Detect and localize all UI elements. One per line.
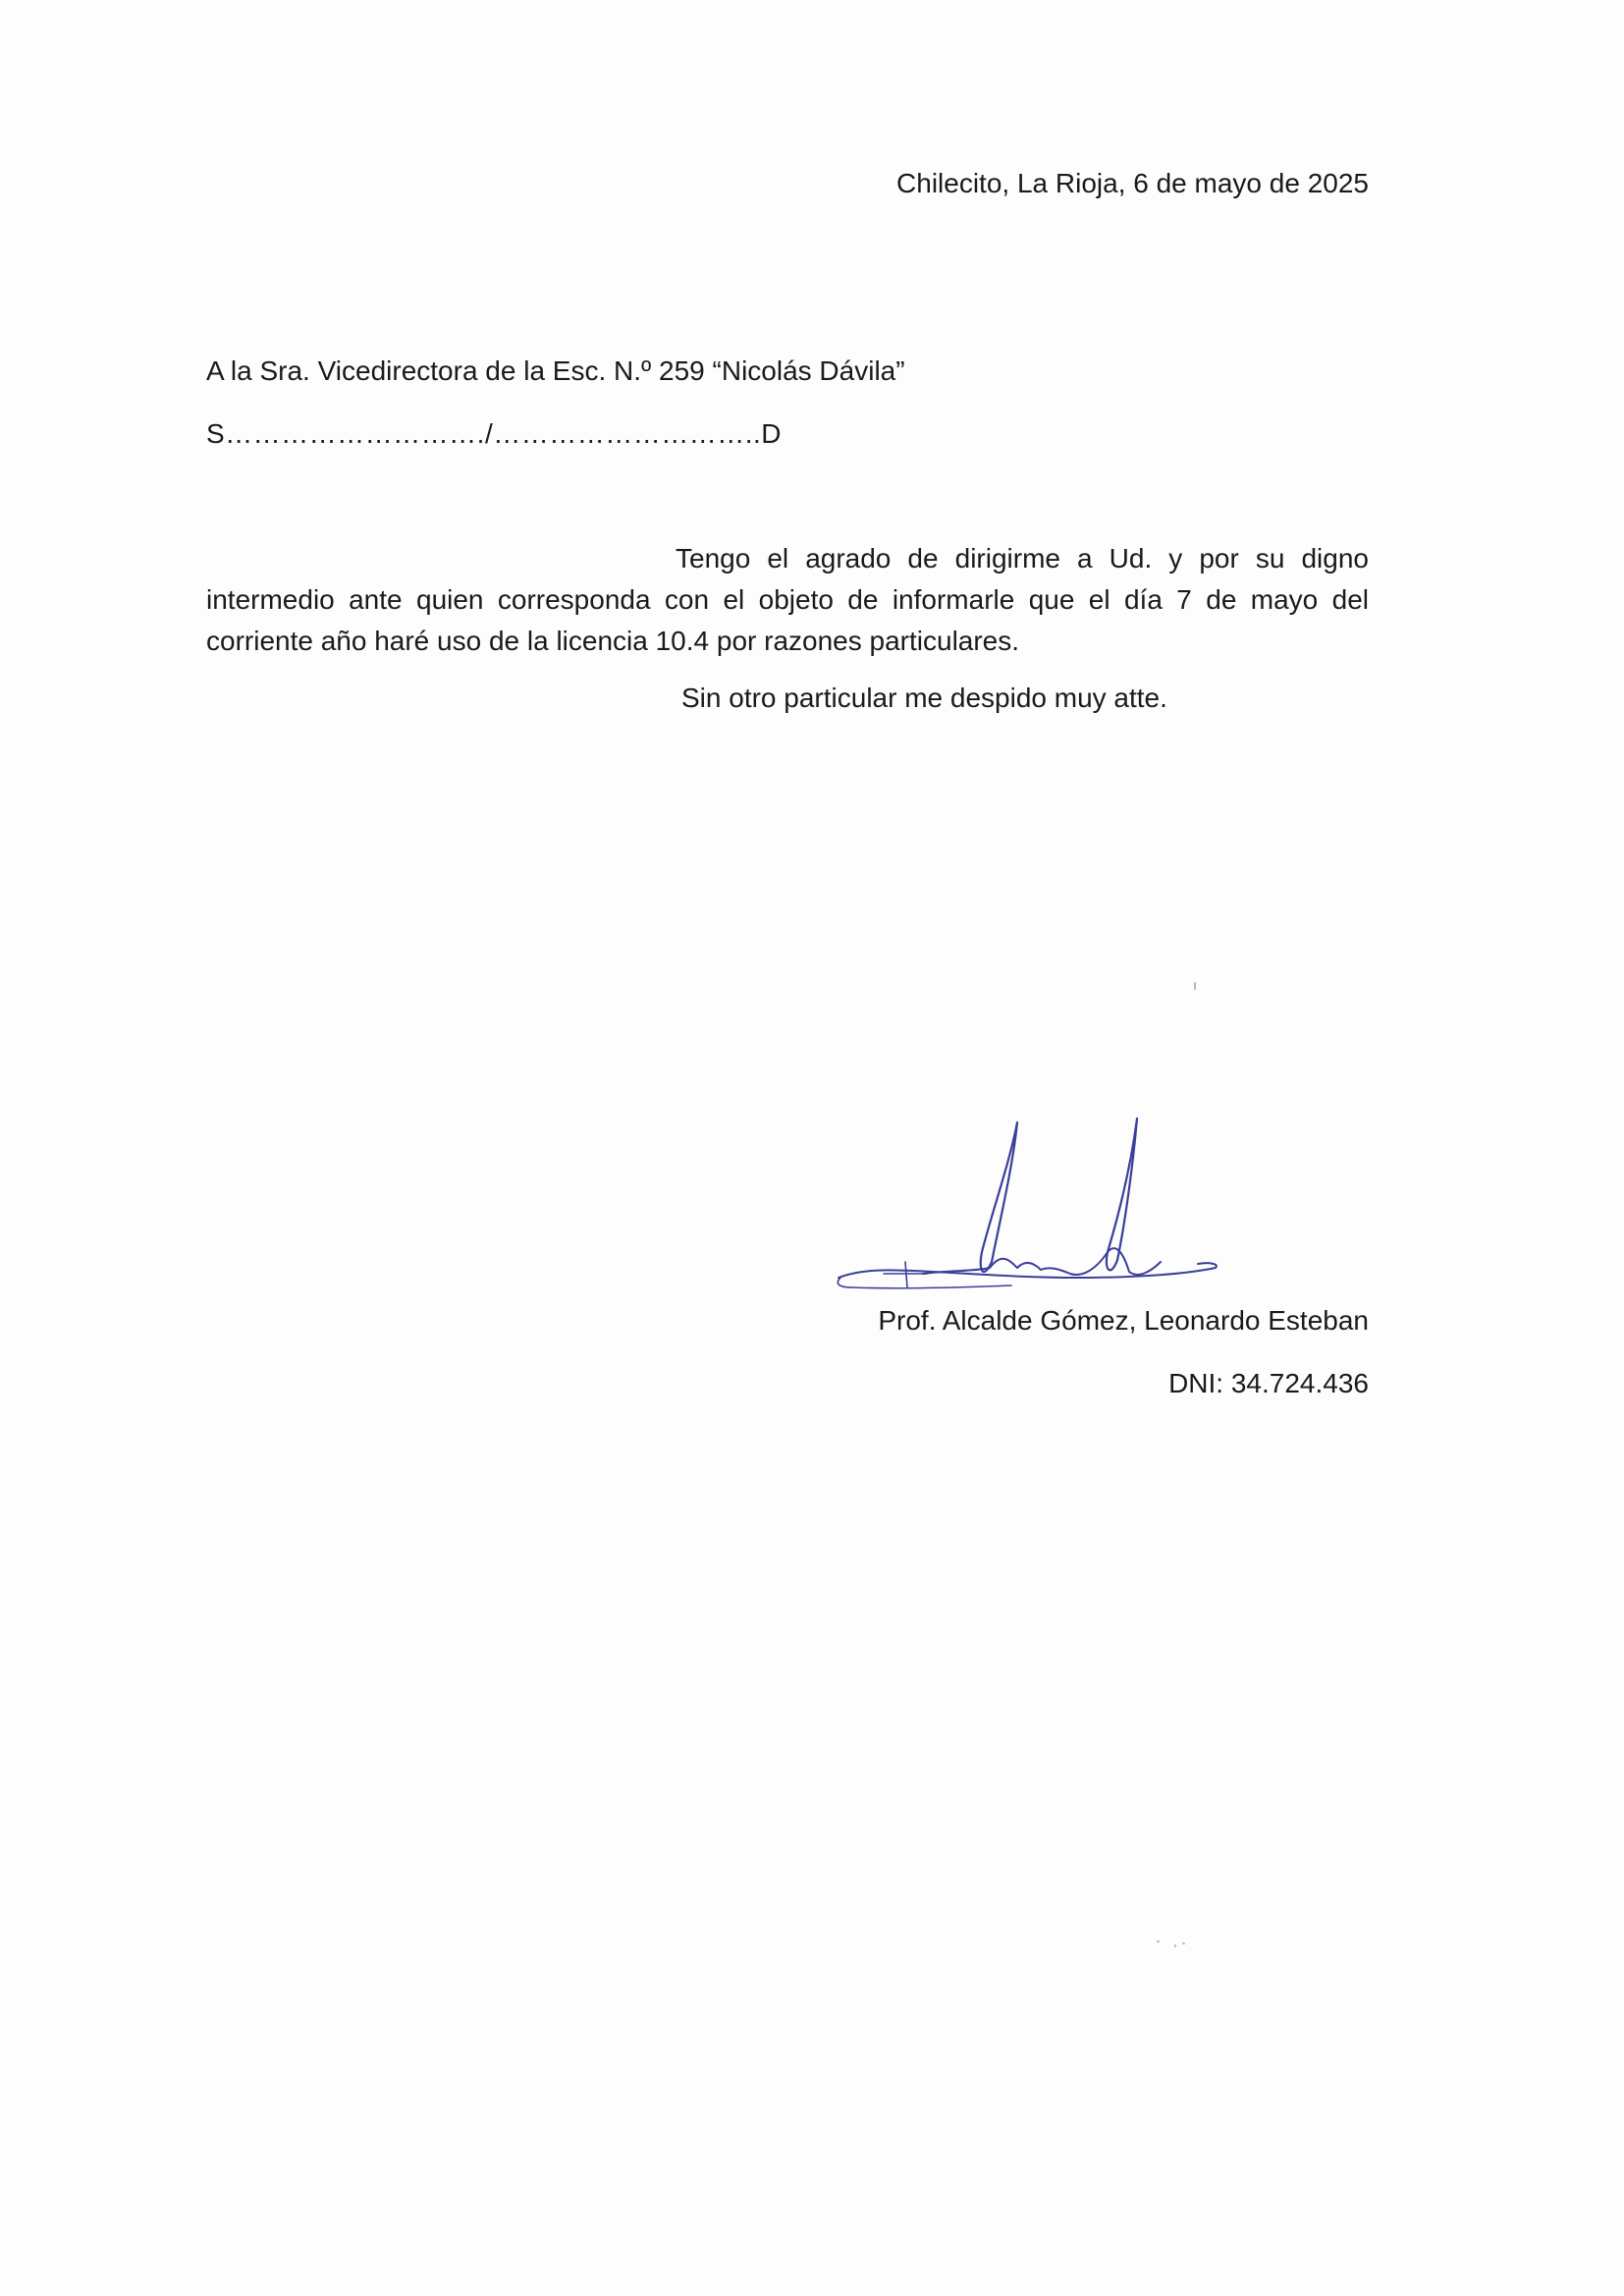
signer-name: Prof. Alcalde Gómez, Leonardo Esteban [878, 1305, 1369, 1336]
scan-speck [1157, 1941, 1160, 1942]
addressee: A la Sra. Vicedirectora de la Esc. N.º 259 “Nicolás Dávila” [206, 355, 905, 386]
handwritten-signature [825, 1105, 1237, 1311]
closing-line: Sin otro particular me despido muy atte. [681, 683, 1167, 713]
letter-body: Tengo el agrado de dirigirme a Ud. y por su digno intermedio ante quien corresponda con el objeto de informarle que el día 7 de mayo del corriente año haré uso de la licencia 10.4 por razones particulares. [206, 543, 1369, 656]
place-date: Chilecito, La Rioja, 6 de mayo de 2025 [896, 168, 1369, 198]
scan-speck [1174, 1944, 1176, 1947]
scan-speck [1182, 1942, 1185, 1944]
signer-dni: DNI: 34.724.436 [1168, 1368, 1369, 1398]
scan-speck [1194, 982, 1196, 990]
salutation-sd: S………………………./………………………..D [206, 418, 783, 449]
